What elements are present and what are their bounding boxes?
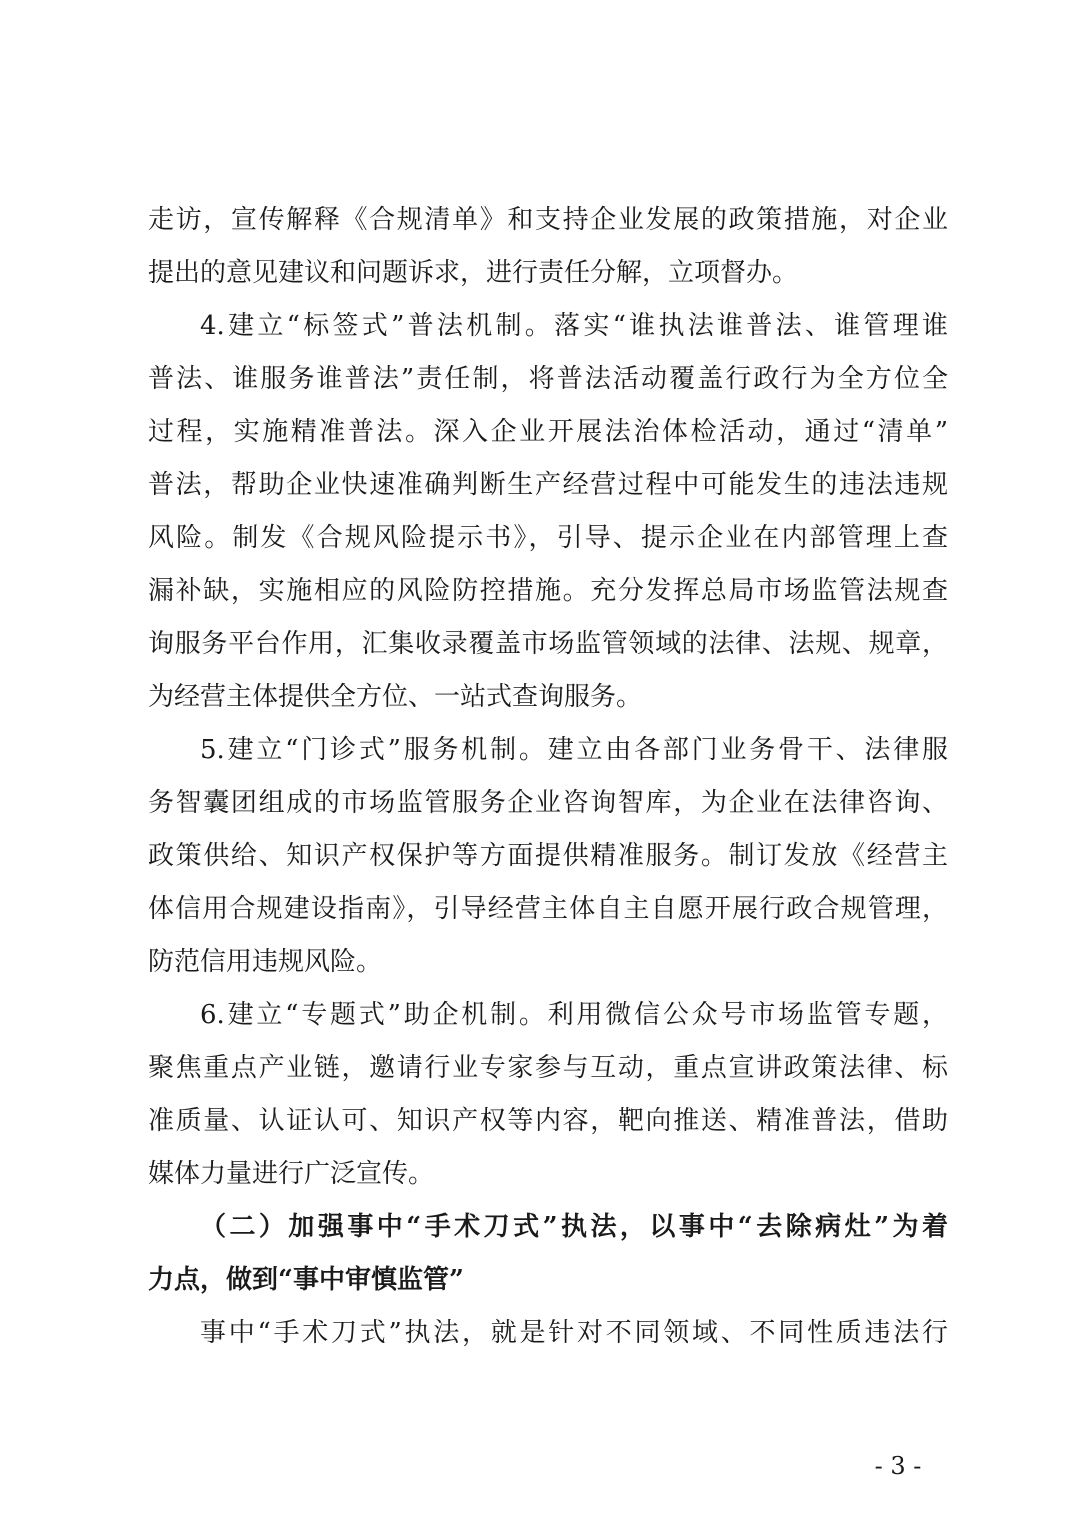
paragraph-line: 政策供给、知识产权保护等方面提供精准服务。制订发放《经营主	[148, 841, 948, 871]
paragraph-line: 务智囊团组成的市场监管服务企业咨询智库，为企业在法律咨询、	[148, 788, 948, 818]
paragraph-line: 聚焦重点产业链，邀请行业专家参与互动，重点宣讲政策法律、标	[148, 1053, 948, 1083]
section-heading-line: （二）加强事中“手术刀式”执法，以事中“去除病灶”为着	[200, 1212, 948, 1242]
paragraph-line: 过程，实施精准普法。深入企业开展法治体检活动，通过“清单”	[148, 417, 948, 447]
paragraph-line: 事中“手术刀式”执法，就是针对不同领域、不同性质违法行	[200, 1318, 948, 1348]
paragraph-line: 5.建立“门诊式”服务机制。建立由各部门业务骨干、法律服	[200, 735, 948, 765]
paragraph-line: 风险。制发《合规风险提示书》，引导、提示企业在内部管理上查	[148, 523, 948, 553]
paragraph-line: 准质量、认证认可、知识产权等内容，靶向推送、精准普法，借助	[148, 1106, 948, 1136]
paragraph-line: 走访，宣传解释《合规清单》和支持企业发展的政策措施，对企业	[148, 205, 948, 235]
paragraph-line: 普法、谁服务谁普法”责任制，将普法活动覆盖行政行为全方位全	[148, 364, 948, 394]
paragraph-line: 体信用合规建设指南》，引导经营主体自主自愿开展行政合规管理，	[148, 894, 948, 924]
page-number: - 3 -	[874, 1452, 922, 1480]
paragraph-line: 媒体力量进行广泛宣传。	[148, 1159, 435, 1189]
section-heading-line: 力点，做到“事中审慎监管”	[148, 1265, 464, 1295]
paragraph-line: 4.建立“标签式”普法机制。落实“谁执法谁普法、谁管理谁	[200, 311, 948, 341]
paragraph-line: 6.建立“专题式”助企机制。利用微信公众号市场监管专题，	[200, 1000, 948, 1030]
paragraph-line: 防范信用违规风险。	[148, 947, 383, 977]
paragraph-line: 为经营主体提供全方位、一站式查询服务。	[148, 682, 643, 712]
paragraph-line: 询服务平台作用，汇集收录覆盖市场监管领域的法律、法规、规章，	[148, 629, 948, 659]
paragraph-line: 普法，帮助企业快速准确判断生产经营过程中可能发生的违法违规	[148, 470, 948, 500]
paragraph-line: 漏补缺，实施相应的风险防控措施。充分发挥总局市场监管法规查	[148, 576, 948, 606]
paragraph-line: 提出的意见建议和问题诉求，进行责任分解，立项督办。	[148, 258, 799, 288]
